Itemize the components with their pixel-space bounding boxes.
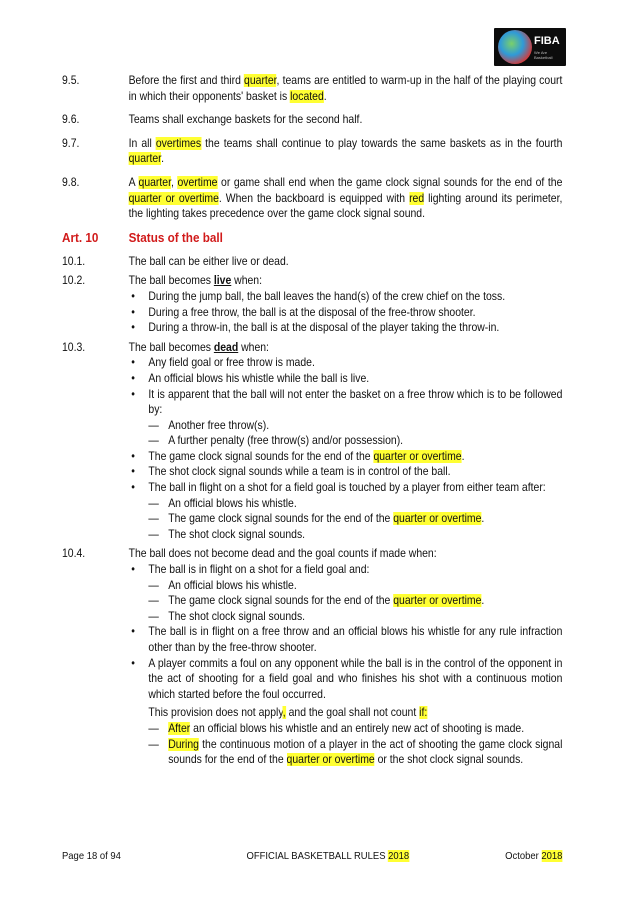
article-number: Art. 10 [62, 229, 99, 245]
dash-list [148, 418, 562, 449]
list-item: • During a free throw, the ball is at the disposal of the free-throw shooter. [129, 305, 563, 321]
rule-number: 9.8. [62, 175, 80, 189]
provision-paragraph: This provision does not apply, and the goal shall not count if: [148, 706, 428, 720]
list-item: • The ball is in flight on a free throw and an official blows his whistle for any rule infraction other than by the free-throw shooter. [129, 624, 563, 655]
rule-9-8 [62, 175, 562, 222]
rule-number: 9.7. [62, 136, 80, 150]
logo-text: FIBA [534, 35, 560, 47]
list-item: • The ball in flight on a shot for a field goal is touched by a player from either team after: — An official blows his whistle. — The game clock signal sounds for the end of the quarter or overtime. — The shot clock signal sounds. [129, 480, 563, 542]
dead-conditions-list [129, 355, 563, 542]
list-item: • The game clock signal sounds for the end of the quarter or overtime. [129, 449, 563, 465]
rule-number: 10.4. [62, 547, 86, 561]
basketball-globe-icon [498, 30, 532, 64]
dash-item: — An official blows his whistle. [148, 578, 562, 594]
rule-text: In all overtimes the teams shall continue to play towards the same baskets as in the fourth quarter. [128, 136, 563, 166]
rule-10-2 [62, 273, 562, 335]
page-number: Page 18 of 94 [62, 850, 121, 862]
dash-item: — The shot clock signal sounds. [148, 609, 562, 625]
dash-list [148, 496, 562, 543]
article-heading [62, 230, 562, 248]
rule-9-7 [62, 136, 562, 167]
rule-text: The ball becomes dead when: [128, 340, 269, 354]
rule-10-3 [62, 340, 562, 543]
rule-number: 10.2. [62, 274, 86, 288]
rule-number: 10.1. [62, 254, 86, 268]
rule-number: 9.5. [62, 74, 80, 87]
logo-tagline: We Are Basketball [534, 50, 553, 60]
document-title: OFFICIAL BASKETBALL RULES 2018 [246, 850, 410, 862]
goal-counts-list [129, 562, 563, 702]
page-footer [62, 850, 562, 864]
dash-item: — The game clock signal sounds for the end of the quarter or overtime. [148, 511, 562, 527]
dash-list [148, 578, 562, 625]
list-item: • It is apparent that the ball will not enter the basket on a free throw which is to be followed by: — Another free throw(s). — A further penalty (free throw(s) and/or possession). [129, 387, 563, 449]
rules-body [62, 73, 562, 768]
dash-item: — A further penalty (free throw(s) and/or possession). [148, 433, 562, 449]
document-date: October 2018 [505, 850, 563, 862]
rule-10-1 [62, 254, 562, 270]
list-item: • Any field goal or free throw is made. [129, 355, 563, 371]
dash-item: — Another free throw(s). [148, 418, 562, 434]
list-item: • During a throw-in, the ball is at the disposal of the player taking the throw-in. [129, 320, 563, 336]
list-item: • The ball is in flight on a shot for a field goal and: — An official blows his whistle. — The game clock signal sounds for the end of the quarter or overtime. — The shot clock signal sounds. [129, 562, 563, 624]
list-item: • During the jump ball, the ball leaves the hand(s) of the crew chief on the toss. [129, 289, 563, 305]
rule-text: A quarter, overtime or game shall end when the game clock signal sounds for the end of the quarter or overtime. When the backboard is equipped with red lighting around its perimeter, the lighting takes precedence over the game clock signal sound. [128, 175, 563, 221]
rule-number: 9.6. [62, 113, 80, 127]
rule-9-5 [62, 73, 562, 104]
rule-text: Before the first and third quarter, teams are entitled to warm-up in the half of the playing court in which their opponents' basket is located. [128, 74, 563, 103]
list-item: • An official blows his whistle while the ball is live. [129, 371, 563, 387]
live-conditions-list [129, 289, 563, 336]
dash-item: — The shot clock signal sounds. [148, 527, 562, 543]
rule-10-4 [62, 546, 562, 767]
fiba-logo [494, 28, 566, 66]
provision-dash-list [148, 721, 562, 768]
rule-text: The ball becomes live when: [128, 274, 263, 288]
dash-item: — The game clock signal sounds for the end of the quarter or overtime. [148, 593, 562, 609]
rule-number: 10.3. [62, 340, 86, 354]
dash-item: — An official blows his whistle. [148, 496, 562, 512]
dash-item: — During the continuous motion of a player in the act of shooting the game clock signal sounds for the end of the quarter or overtime or the shot clock signal sounds. [148, 737, 562, 768]
article-title: Status of the ball [128, 229, 223, 245]
rule-9-6 [62, 112, 562, 128]
list-item: • A player commits a foul on any opponent while the ball is in the control of the opponent in the act of shooting for a field goal and who finishes his shot with a continuous motion which started before the foul occurred. [129, 656, 563, 703]
list-item: • The shot clock signal sounds while a team is in control of the ball. [129, 464, 563, 480]
dash-item: — After an official blows his whistle and an entirely new act of shooting is made. [148, 721, 562, 737]
rule-text: The ball does not become dead and the goal counts if made when: [128, 547, 437, 561]
rule-text: Teams shall exchange baskets for the second half. [128, 113, 363, 127]
rule-text: The ball can be either live or dead. [128, 254, 289, 268]
